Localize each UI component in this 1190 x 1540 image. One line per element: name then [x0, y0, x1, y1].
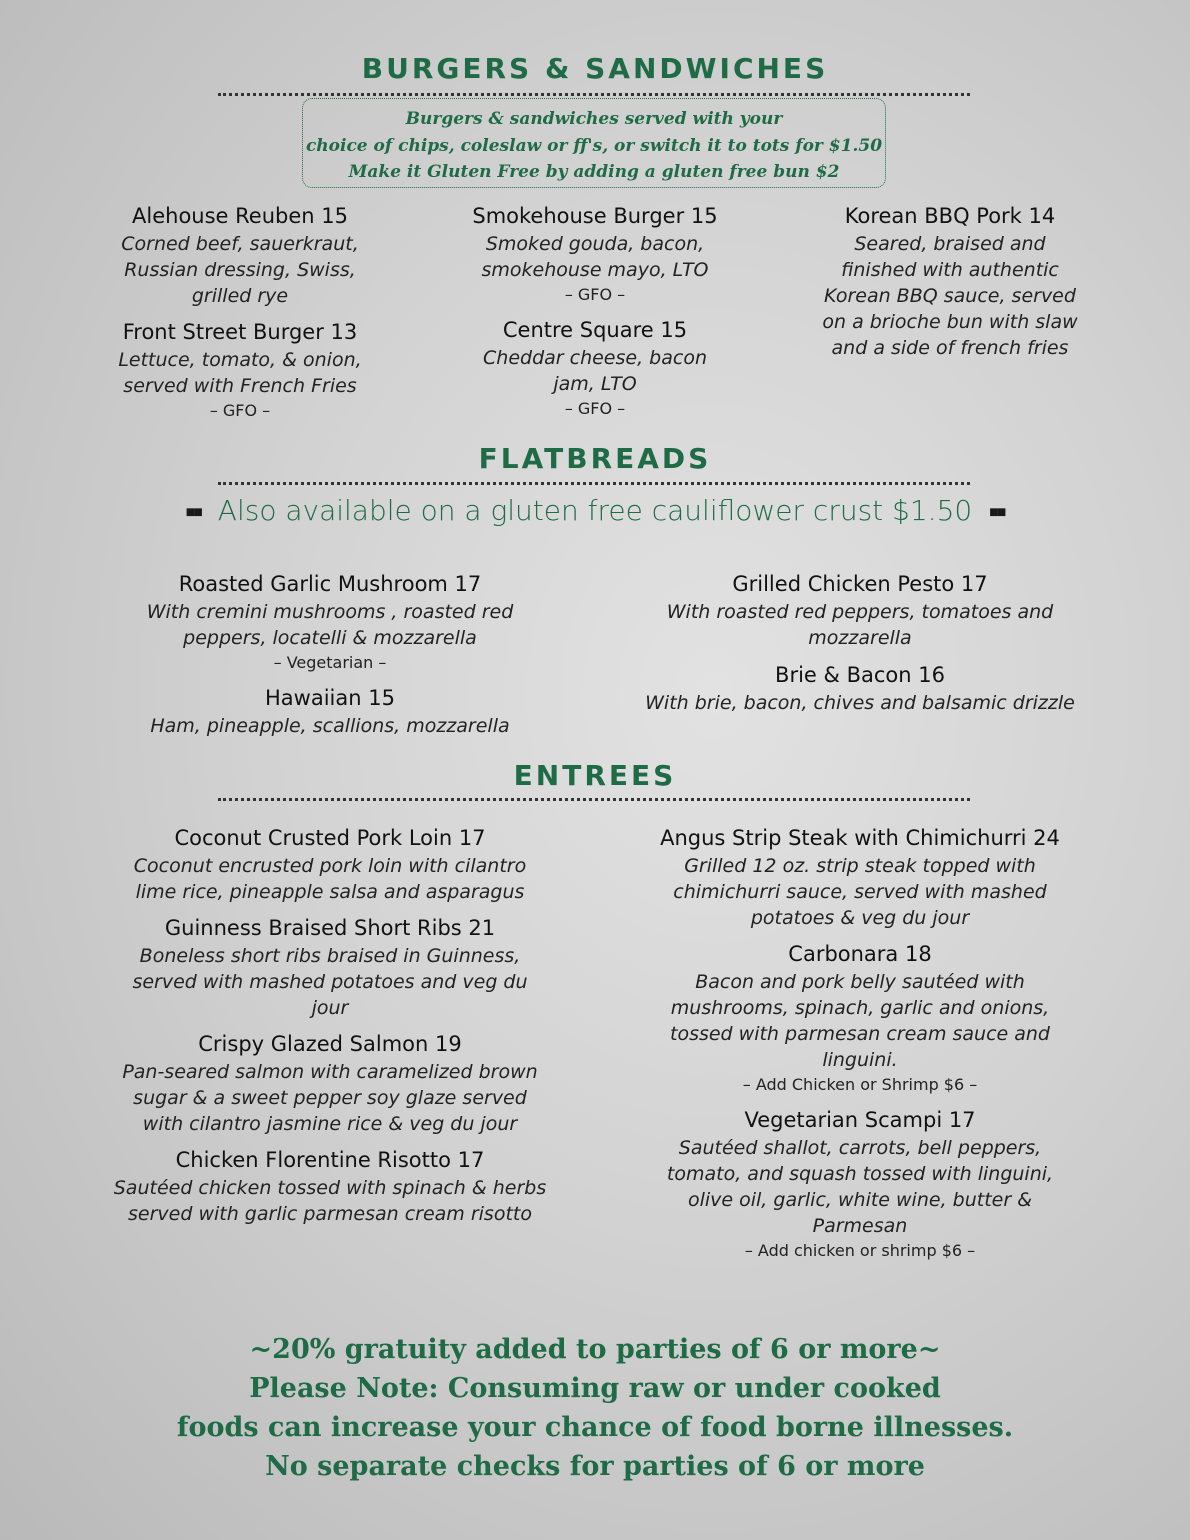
- footer-notice: [0, 1330, 1190, 1486]
- item-desc-line: With brie, bacon, chives and balsamic drizzle: [645, 692, 1075, 714]
- item-desc-line: served with French Fries: [123, 375, 357, 397]
- footer-line: No separate checks for parties of 6 or more: [265, 1451, 925, 1482]
- item-desc-line: olive oil, garlic, white wine, butter &: [687, 1189, 1033, 1211]
- menu-item-grilled-chicken-pesto: [615, 569, 1105, 651]
- item-desc-line: potatoes & veg du jour: [750, 907, 970, 929]
- menu-item-coconut-pork-loin: [85, 823, 575, 905]
- menu-item-angus-strip-steak: [610, 823, 1110, 931]
- item-name: Angus Strip Steak with Chimichurri 24: [660, 826, 1060, 850]
- item-tag: – GFO –: [209, 401, 271, 420]
- bullet-squares-icon: ■■: [185, 502, 201, 521]
- item-desc-line: served with garlic parmesan cream risotto: [128, 1203, 532, 1225]
- item-desc-line: mushrooms, spinach, garlic and onions,: [670, 997, 1050, 1019]
- menu-item-vegetarian-scampi: [610, 1105, 1110, 1263]
- item-desc-line: Seared, braised and: [854, 233, 1046, 255]
- item-name: Grilled Chicken Pesto 17: [732, 572, 988, 596]
- item-tag: – Add Chicken or Shrimp $6 –: [742, 1075, 978, 1094]
- item-name: Roasted Garlic Mushroom 17: [178, 572, 482, 596]
- flatbreads-banner-text: Also available on a gluten free cauliflower crust $1.50: [217, 494, 973, 527]
- item-desc-line: mozzarella: [808, 627, 912, 649]
- footer-line: foods can increase your chance of food borne illnesses.: [176, 1412, 1014, 1443]
- entrees-divider: [218, 798, 970, 801]
- footer-line: ~20% gratuity added to parties of 6 or more~: [249, 1334, 941, 1365]
- entrees-title: ENTREES: [513, 759, 677, 792]
- menu-item-front-street-burger: [90, 317, 390, 423]
- item-desc-line: tossed with parmesan cream sauce and: [670, 1023, 1050, 1045]
- item-desc-line: Smoked gouda, bacon,: [485, 233, 705, 255]
- item-desc-line: Pan-seared salmon with caramelized brown: [122, 1061, 538, 1083]
- item-desc-line: With cremini mushrooms , roasted red: [146, 601, 514, 623]
- menu-item-centre-square: [440, 315, 750, 421]
- item-name: Coconut Crusted Pork Loin 17: [174, 826, 486, 850]
- item-desc-line: sugar & a sweet pepper soy glaze served: [133, 1087, 527, 1109]
- item-tag: – GFO –: [564, 285, 626, 304]
- item-desc-line: chimichurri sauce, served with mashed: [673, 881, 1047, 903]
- item-desc-line: Sautéed chicken tossed with spinach & herbs: [113, 1177, 547, 1199]
- item-desc-line: Boneless short ribs braised in Guinness,: [139, 945, 521, 967]
- menu-item-crispy-glazed-salmon: [85, 1029, 575, 1137]
- item-desc-line: Bacon and pork belly sautéed with: [695, 971, 1025, 993]
- item-name: Crispy Glazed Salmon 19: [198, 1032, 462, 1056]
- burgers-note: [302, 98, 886, 188]
- flatbreads-divider: [218, 482, 970, 485]
- item-desc-line: Ham, pineapple, scallions, mozzarella: [150, 715, 510, 737]
- item-name: Vegetarian Scampi 17: [744, 1108, 976, 1132]
- item-name: Guinness Braised Short Ribs 21: [164, 916, 496, 940]
- menu-item-chicken-florentine-risotto: [85, 1145, 575, 1227]
- menu-item-smokehouse-burger: [440, 201, 750, 307]
- flatbreads-banner: [0, 494, 1190, 527]
- menu-item-hawaiian: [100, 683, 560, 739]
- item-desc-line: and a side of french fries: [831, 337, 1069, 359]
- item-name: Chicken Florentine Risotto 17: [175, 1148, 485, 1172]
- item-desc-line: Parmesan: [812, 1215, 908, 1237]
- menu-item-korean-bbq-pork: [790, 201, 1110, 361]
- item-desc-line: with cilantro jasmine rice & veg du jour: [142, 1113, 518, 1135]
- item-desc-line: lime rice, pineapple salsa and asparagus: [135, 881, 525, 903]
- item-desc-line: Corned beef, sauerkraut,: [121, 233, 359, 255]
- menu-item-carbonara: [610, 939, 1110, 1097]
- item-name: Carbonara 18: [788, 942, 932, 966]
- item-tag: – GFO –: [564, 399, 626, 418]
- item-desc-line: With roasted red peppers, tomatoes and: [666, 601, 1054, 623]
- item-desc-line: Grilled 12 oz. strip steak topped with: [684, 855, 1036, 877]
- item-desc-line: on a brioche bun with slaw: [822, 311, 1078, 333]
- item-name: Korean BBQ Pork 14: [844, 204, 1056, 228]
- item-desc-line: finished with authentic: [841, 259, 1059, 281]
- item-desc-line: jour: [311, 997, 349, 1019]
- item-desc-line: Cheddar cheese, bacon: [483, 347, 707, 369]
- burgers-divider: [218, 93, 970, 96]
- footer-line: Please Note: Consuming raw or under cooked: [249, 1373, 941, 1404]
- item-desc-line: linguini.: [822, 1049, 898, 1071]
- flatbreads-title: FLATBREADS: [478, 442, 712, 475]
- menu-item-brie-bacon: [615, 660, 1105, 716]
- item-name: Brie & Bacon 16: [775, 663, 945, 687]
- burgers-note-line: choice of chips, coleslaw or ff's, or switch it to tots for $1.50: [305, 135, 883, 156]
- item-name: Smokehouse Burger 15: [472, 204, 718, 228]
- item-desc-line: smokehouse mayo, LTO: [481, 259, 709, 281]
- item-desc-line: jam, LTO: [553, 373, 637, 395]
- burgers-title: BURGERS & SANDWICHES: [361, 52, 829, 85]
- item-desc-line: Lettuce, tomato, & onion,: [118, 349, 362, 371]
- item-desc-line: Coconut encrusted pork loin with cilantro: [133, 855, 527, 877]
- item-tag: – Vegetarian –: [273, 653, 387, 672]
- item-desc-line: served with mashed potatoes and veg du: [132, 971, 528, 993]
- menu-item-alehouse-reuben: [90, 201, 390, 309]
- item-desc-line: tomato, and squash tossed with linguini,: [666, 1163, 1054, 1185]
- item-desc-line: Korean BBQ sauce, served: [824, 285, 1076, 307]
- item-name: Centre Square 15: [502, 318, 688, 342]
- item-desc-line: Russian dressing, Swiss,: [124, 259, 356, 281]
- item-desc-line: Sautéed shallot, carrots, bell peppers,: [678, 1137, 1042, 1159]
- menu-item-roasted-garlic-mushroom: [100, 569, 560, 675]
- item-tag: – Add chicken or shrimp $6 –: [744, 1241, 976, 1260]
- burgers-note-line: Burgers & sandwiches served with your: [405, 109, 783, 129]
- item-name: Alehouse Reuben 15: [132, 204, 348, 228]
- item-name: Front Street Burger 13: [122, 320, 358, 344]
- bullet-squares-icon: ■■: [989, 502, 1005, 521]
- menu-item-guinness-short-ribs: [85, 913, 575, 1021]
- item-desc-line: peppers, locatelli & mozzarella: [183, 627, 477, 649]
- item-desc-line: grilled rye: [191, 285, 289, 307]
- item-name: Hawaiian 15: [265, 686, 395, 710]
- burgers-note-line: Make it Gluten Free by adding a gluten free bun $2: [348, 162, 840, 182]
